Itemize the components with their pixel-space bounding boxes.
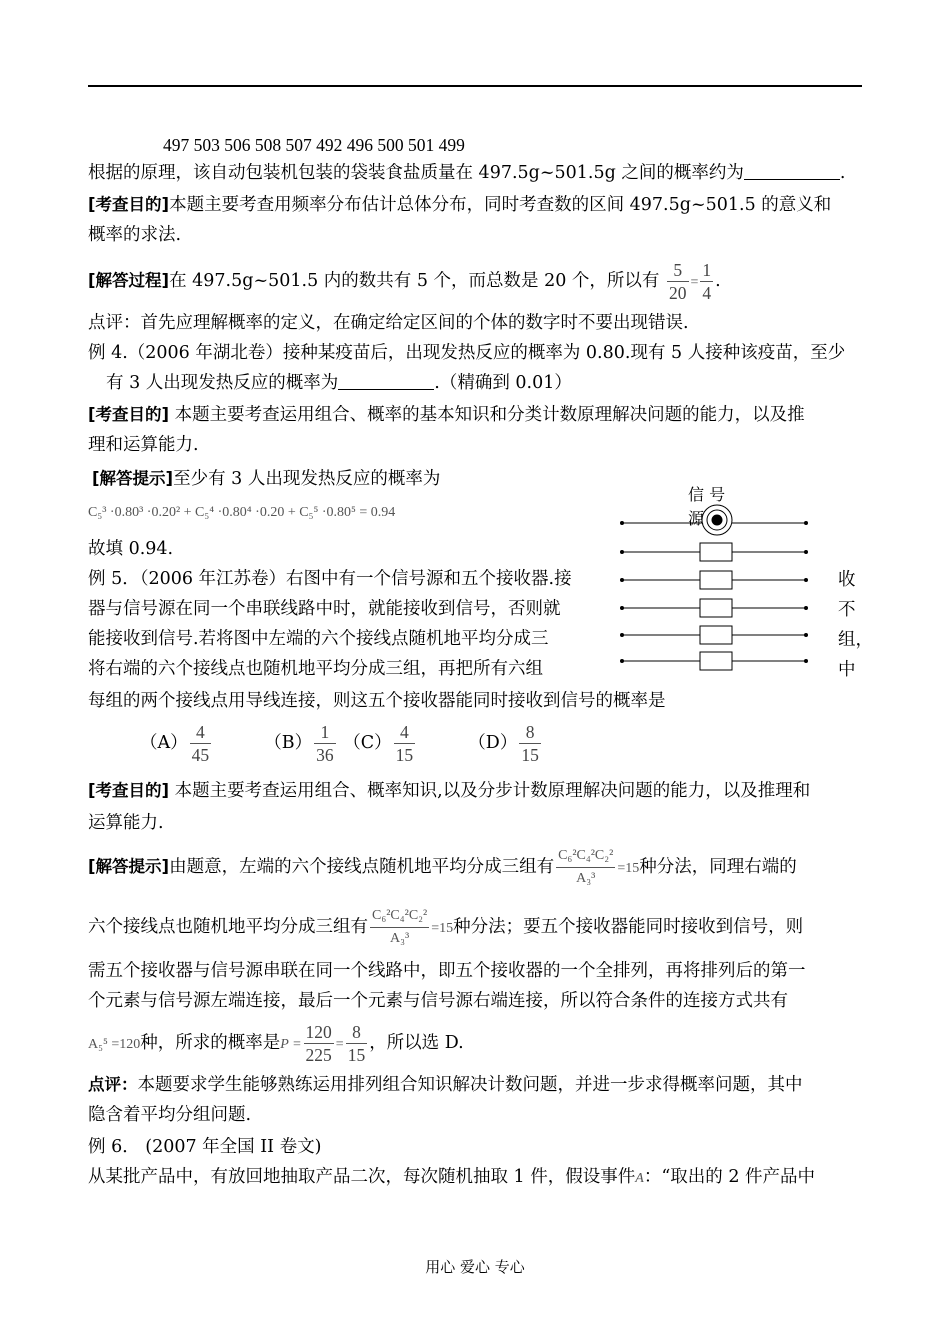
q5-comment-line-2: 隐含着平均分组问题.	[88, 1105, 252, 1125]
signal-source-label-bottom: 源	[688, 509, 705, 528]
q5-side-char-4: 中	[838, 660, 856, 680]
signal-receiver-figure	[610, 480, 820, 680]
q4-hint-line: [解答提示]至少有 3 人出现发热反应的概率为	[92, 469, 441, 489]
q5-question-line-1: 例 5．（2006 年江苏卷）右图中有一个信号源和五个接收器.接	[88, 569, 572, 589]
q4-question-line-2: 有 3 人出现发热反应的概率为 .（精确到 0.01）	[106, 373, 572, 393]
signal-source-label-top: 信 号	[688, 485, 726, 504]
q4-aim-line: [考查目的] 本题主要考查运用组合、概率的基本知识和分类计数原理解决问题的能力，以及推	[88, 405, 805, 425]
q5-question-line-3: 能接收到信号.若将图中左端的六个接线点随机地平均分成三	[88, 629, 549, 649]
q5-side-char-1: 收	[838, 570, 856, 590]
q5-comment-line: 点评：本题要求学生能够熟练运用排列组合知识解决计数问题，并进一步求得概率问题，其中	[88, 1075, 803, 1095]
option-b: （B） $\frac{1}{36}$	[264, 722, 334, 765]
receiver-box	[700, 571, 732, 589]
q5-side-char-3: 组，	[838, 630, 873, 650]
q4-question-line-1: 例 4.（2006 年湖北卷）接种某疫苗后，出现发热反应的概率为 0.80.现有 5 人接种该疫苗，至少	[88, 343, 846, 363]
q6-title: 例 6． (2007 年全国 II 卷文)	[88, 1137, 322, 1157]
answer-blank	[338, 371, 434, 390]
q4-formula: C₅³ ·0.80³ ·0.20² + C₅⁴ ·0.80⁴ ·0.20 + C₅⁵ ·0.80⁵ = 0.94	[88, 505, 396, 520]
q5-hint-line-3: 需五个接收器与信号源串联在同一个线路中，即五个接收器的一个全排列，再将排列后的第一	[88, 961, 806, 981]
page-footer: 用心 爱心 专心	[425, 1258, 525, 1276]
fraction-1-4: $\frac{1}{4}$	[702, 260, 712, 303]
header-rule	[88, 85, 862, 87]
receiver-box	[700, 626, 732, 644]
q3-comment: 点评：首先应理解概率的定义，在确定给定区间的个体的数字时不要出现错误.	[88, 313, 689, 333]
q5-options	[140, 718, 914, 768]
answer-blank	[744, 161, 840, 180]
q5-side-char-2: 不	[838, 600, 856, 620]
combination-fraction: $\frac{\text{C₆²C₄²C₂²}}{\text{A₃³}}$	[556, 845, 615, 890]
q3-question-line: 根据的原理，该自动包装机包装的袋装食盐质量在 497.5g~501.5g 之间的概率约为 .	[88, 163, 846, 183]
fraction-8-15: $\frac{8}{15}$	[347, 1022, 366, 1065]
q3-solution-line: [解答过程]在 497.5g~501.5 内的数共有 5 个，而总数是 20 个，所以有 $\frac{5}{20}$ = $\frac{1}{4}$ .	[88, 260, 721, 303]
q4-answer: 故填 0.94.	[88, 539, 174, 559]
signal-source-dot	[712, 515, 722, 525]
q5-hint-line-5: A₅⁵ =120种，所求的概率是P = $\frac{120}{225}$ = $\frac{8}{15}$ ，所以选 D.	[88, 1022, 464, 1065]
receiver-box	[700, 599, 732, 617]
q3-aim-line-2: 概率的求法.	[88, 225, 182, 245]
q6-question-line: 从某批产品中，有放回地抽取产品二次，每次随机抽取 1 件，假设事件A：“取出的 2 件产品中	[88, 1167, 816, 1187]
q5-question-line-2: 器与信号源在同一个串联线路中时，就能接收到信号，否则就	[88, 599, 561, 619]
receiver-box	[700, 543, 732, 561]
option-d: （D） $\frac{8}{15}$	[468, 722, 539, 765]
q5-hint-line-2: 六个接线点也随机地平均分成三组有 $\frac{\text{C₆²C₄²C₂²}}{\text{A₃³}}$ =15种分法；要五个接收器能同时接收到信号，则	[88, 902, 862, 954]
q5-aim-line: [考查目的] 本题主要考查运用组合、概率知识,以及分步计数原理解决问题的能力，以及推理和	[88, 781, 811, 801]
option-c: （C） $\frac{4}{15}$	[343, 722, 414, 765]
fraction-120-225: $\frac{120}{225}$	[305, 1022, 332, 1065]
q5-question-line-5: 每组的两个接线点用导线连接，则这五个接收器能同时接收到信号的概率是	[88, 691, 666, 711]
q3-aim-line: [考查目的]本题主要考查用频率分布估计总体分布，同时考查数的区间 497.5g~501.5 的意义和	[88, 195, 832, 215]
q5-hint-line-1: [解答提示]由题意，左端的六个接线点随机地平均分成三组有 $\frac{\text{C₆²C₄²C₂²}}{\text{A₃³}}$ =15种分法，同理右端的	[88, 842, 862, 894]
fraction-5-20: $\frac{5}{20}$	[669, 260, 687, 303]
q5-aim-line-2: 运算能力.	[88, 813, 164, 833]
combination-fraction: $\frac{\text{C₆²C₄²C₂²}}{\text{A₃³}}$	[370, 905, 429, 950]
option-a: （A） $\frac{4}{45}$	[140, 722, 210, 765]
q4-aim-line-2: 理和运算能力.	[88, 435, 199, 455]
data-row: 497 503 506 508 507 492 496 500 501 499	[163, 135, 465, 155]
q5-hint-line-4: 个元素与信号源左端连接，最后一个元素与信号源右端连接，所以符合条件的连接方式共有	[88, 991, 788, 1011]
q5-question-line-4: 将右端的六个接线点也随机地平均分成三组，再把所有六组	[88, 659, 543, 679]
receiver-box	[700, 652, 732, 670]
